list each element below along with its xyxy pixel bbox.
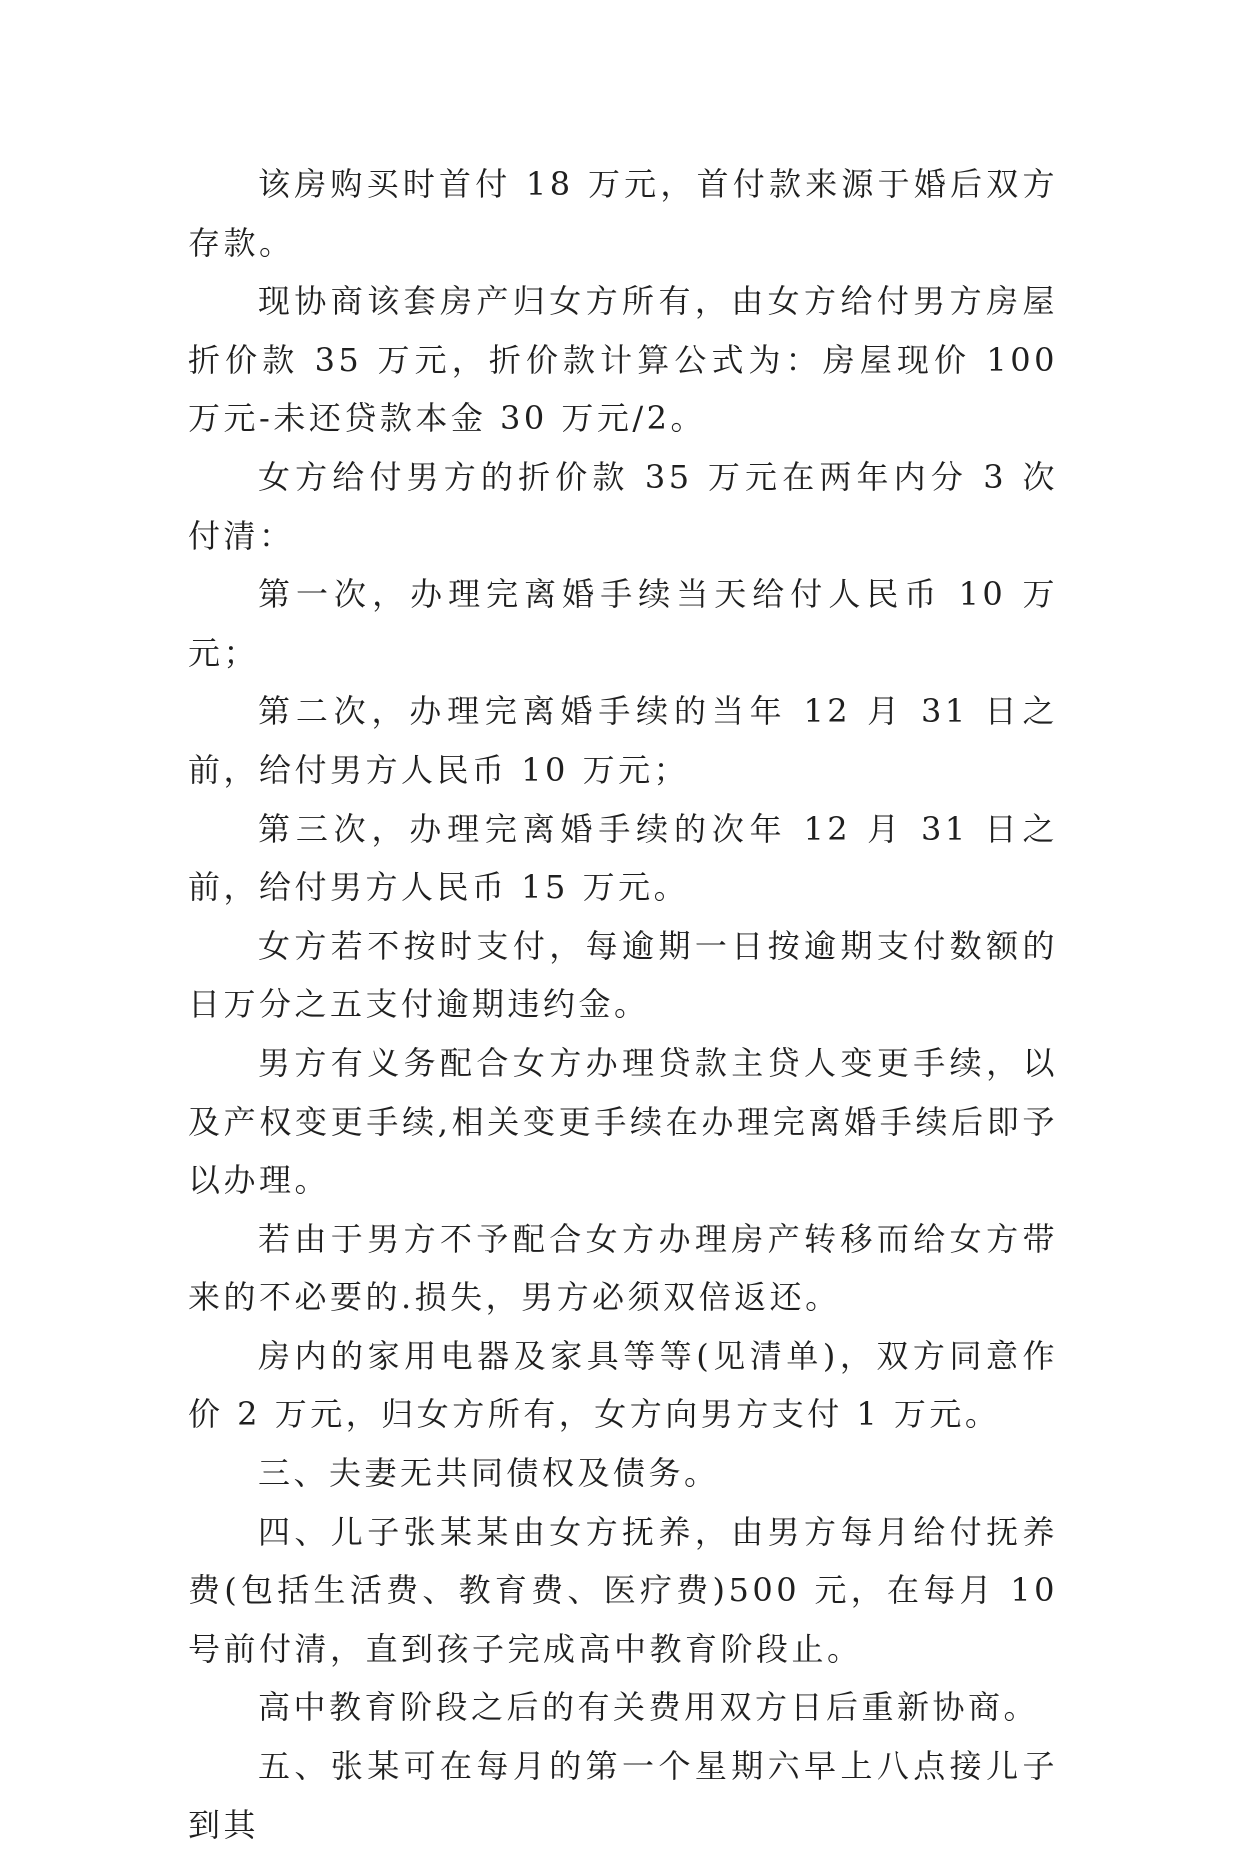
paragraph-third-payment: 第三次，办理完离婚手续的次年 12 月 31 日之前，给付男方人民币 15 万元。 (188, 809, 1058, 907)
paragraph-second-payment: 第二次，办理完离婚手续的当年 12 月 31 日之前，给付男方人民币 10 万元； (188, 692, 1058, 789)
paragraph-first-payment: 第一次，办理完离婚手续当天给付人民币 10 万元； (188, 575, 1058, 672)
paragraph-furniture: 房内的家用电器及家具等等(见清单)，双方同意作价 2 万元，归女方所有，女方向男方支付 1 万元。 (188, 1336, 1058, 1434)
paragraph-down-payment: 该房购买时首付 18 万元，首付款来源于婚后双方存款。 (188, 165, 1058, 262)
paragraph-property-ownership: 现协商该套房产归女方所有，由女方给付男方房屋折价款 35 万元，折价款计算公式为：房屋现价 100 万元-未还贷款本金 30 万元/2。 (188, 282, 1058, 438)
paragraph-child-support: 四、儿子张某某由女方抚养，由男方每月给付抚养费(包括生活费、教育费、医疗费)500 元，在每月 10 号前付清，直到孩子完成高中教育阶段止。 (188, 1512, 1058, 1668)
paragraph-damages: 若由于男方不予配合女方办理房产转移而给女方带来的不必要的.损失，男方必须双倍返还。 (188, 1219, 1058, 1317)
document-body (188, 155, 1058, 1854)
paragraph-loan-transfer: 男方有义务配合女方办理贷款主贷人变更手续，以及产权变更手续,相关变更手续在办理完离婚手续后即予以办理。 (188, 1043, 1058, 1200)
paragraph-payment-installments: 女方给付男方的折价款 35 万元在两年内分 3 次付清： (188, 457, 1058, 555)
paragraph-late-penalty: 女方若不按时支付，每逾期一日按逾期支付数额的日万分之五支付逾期违约金。 (188, 926, 1058, 1024)
paragraph-future-costs: 高中教育阶段之后的有关费用双方日后重新协商。 (258, 1688, 1040, 1727)
paragraph-visitation: 五、张某可在每月的第一个星期六早上八点接儿子到其 (188, 1747, 1058, 1844)
paragraph-debts: 三、夫妻无共同债权及债务。 (258, 1454, 720, 1493)
